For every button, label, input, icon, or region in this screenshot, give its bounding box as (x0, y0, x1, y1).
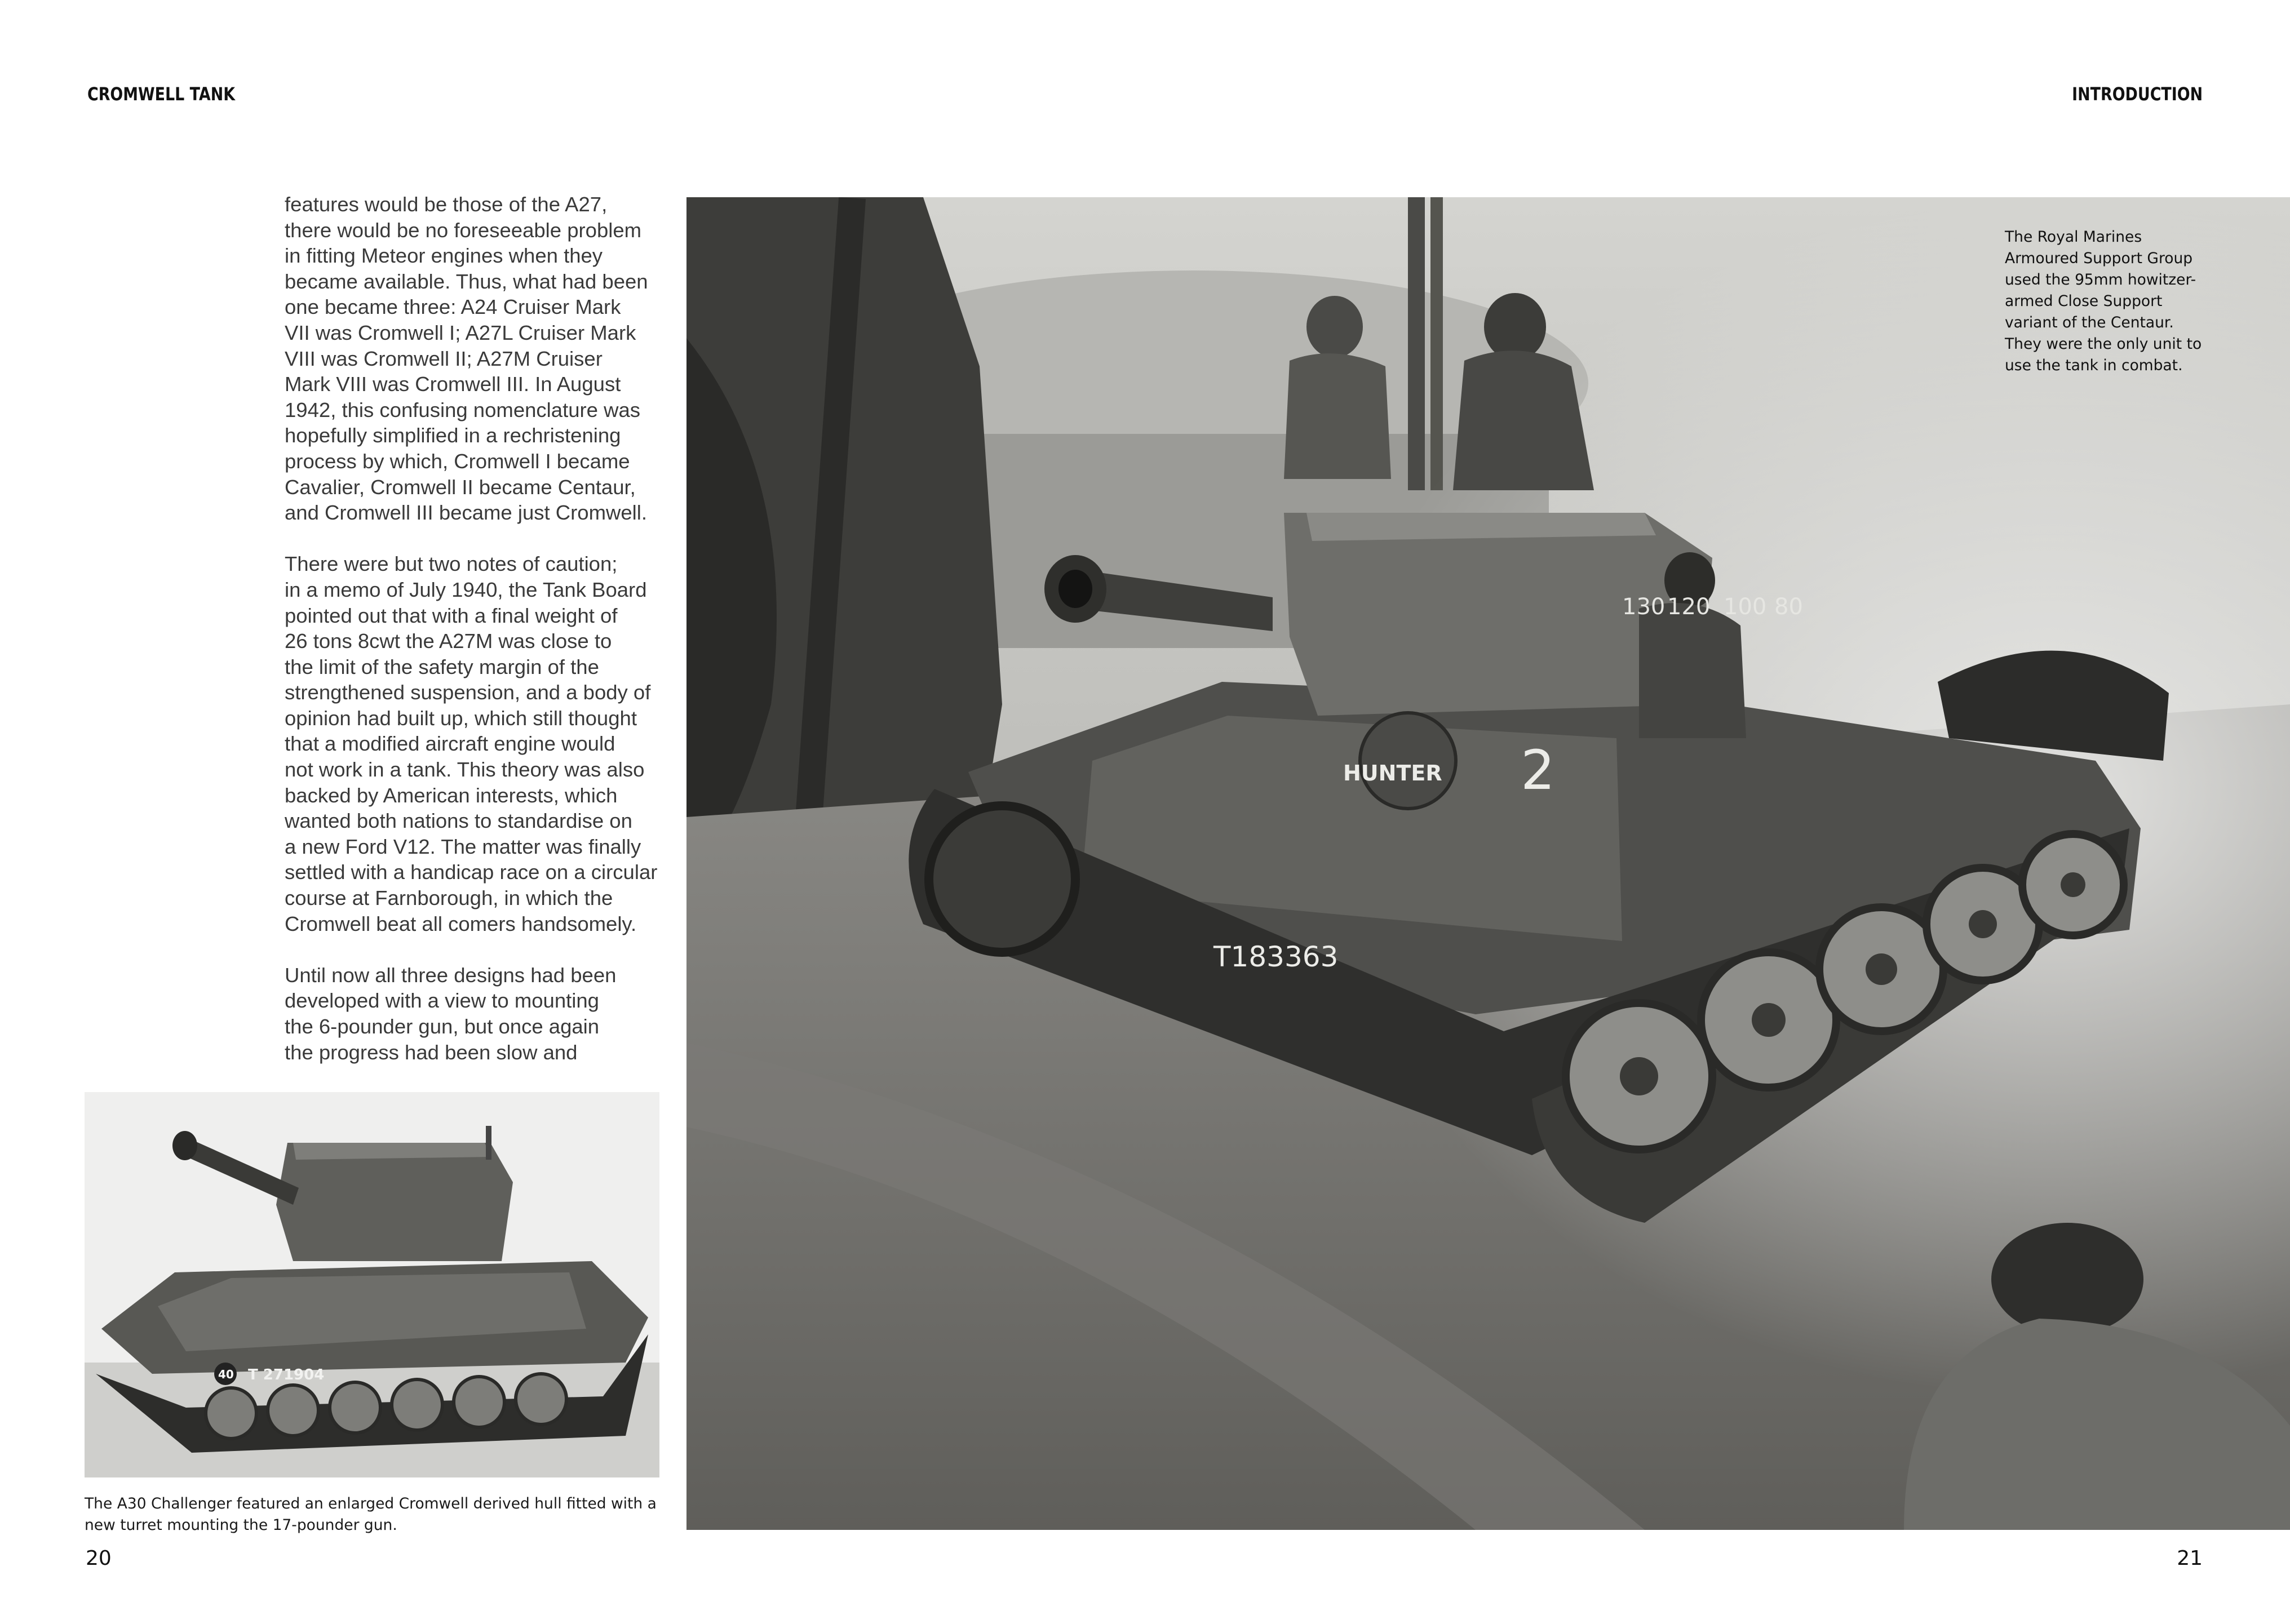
body-text-line: Mark VIII was Cromwell III. In August (285, 372, 621, 396)
photo-a30-challenger (85, 1092, 659, 1477)
caption-line: The A30 Challenger featured an enlarged Cromwell derived hull fitted with a (85, 1495, 657, 1512)
body-text-line: settled with a handicap race on a circular (285, 860, 658, 884)
body-text-line: opinion had built up, which still thought (285, 706, 637, 730)
caption-line: Armoured Support Group (2005, 250, 2193, 267)
body-text-line: that a modified aircraft engine would (285, 732, 615, 756)
hull-number-marking: 2 (1521, 739, 1556, 802)
body-text-line: backed by American interests, which (285, 783, 618, 807)
turret-range-100: 100 (1724, 594, 1767, 620)
body-text-line: VII was Cromwell I; A27L Cruiser Mark (285, 321, 636, 344)
photo-centaur-tank (686, 197, 2290, 1530)
body-text-line: 26 tons 8cwt the A27M was close to (285, 629, 612, 653)
body-text-line: strengthened suspension, and a body of (285, 681, 651, 704)
page-number-right: 21 (2177, 1547, 2203, 1570)
running-head-left: CROMWELL TANK (87, 83, 236, 105)
body-text-line: wanted both nations to standardise on (285, 809, 632, 833)
body-text-line: 1942, this confusing nomenclature was (285, 398, 641, 421)
body-text-line: became available. Thus, what had been (285, 269, 648, 293)
body-text-line: in a memo of July 1940, the Tank Board (285, 578, 647, 601)
challenger-photo-illustration (85, 1092, 659, 1477)
caption-line: used the 95mm howitzer- (2005, 271, 2196, 289)
body-text-line: Until now all three designs had been (285, 963, 617, 987)
caption-line: They were the only unit to (2005, 335, 2202, 353)
body-text-line: Cromwell beat all comers handsomely. (285, 912, 637, 935)
body-text-line: the 6-pounder gun, but once again (285, 1015, 600, 1038)
body-text-line: there would be no foreseeable problem (285, 218, 642, 242)
turret-range-120: 120 (1667, 594, 1711, 620)
caption-line: armed Close Support (2005, 292, 2163, 310)
body-text-line: hopefully simplified in a rechristening (285, 424, 621, 447)
paragraph-break (285, 937, 662, 962)
page-number-left: 20 (86, 1547, 112, 1570)
turret-range-130: 130 (1622, 594, 1666, 620)
body-text-column (285, 192, 662, 1065)
body-text-line: developed with a view to mounting (285, 989, 599, 1013)
body-text-line: the limit of the safety margin of the (285, 655, 599, 678)
caption-centaur (2005, 227, 2202, 376)
caption-line: variant of the Centaur. (2005, 314, 2174, 331)
body-text-line: the progress had been slow and (285, 1040, 578, 1064)
body-text-line: one became three: A24 Cruiser Mark (285, 295, 621, 319)
body-text-line: and Cromwell III became just Cromwell. (285, 501, 648, 525)
body-text-line: pointed out that with a final weight of (285, 604, 618, 627)
body-text-line: VIII was Cromwell II; A27M Cruiser (285, 347, 603, 370)
body-text-line: a new Ford V12. The matter was finally (285, 835, 641, 858)
body-text-line: not work in a tank. This theory was also (285, 758, 645, 782)
caption-line: new turret mounting the 17-pounder gun. (85, 1516, 397, 1534)
paragraph-break (285, 526, 662, 552)
hull-serial-marking-small: T 271904 (248, 1366, 325, 1383)
caption-challenger (85, 1493, 657, 1536)
hull-badge-marking: 40 (218, 1368, 234, 1381)
body-text-line: course at Farnborough, in which the (285, 886, 613, 910)
hull-serial-marking: T183363 (1213, 940, 1339, 973)
body-text-line: Cavalier, Cromwell II became Centaur, (285, 475, 636, 499)
body-text-line: process by which, Cromwell I became (285, 449, 630, 473)
caption-line: The Royal Marines (2005, 228, 2142, 246)
centaur-photo-illustration (686, 197, 2290, 1530)
running-head-right: INTRODUCTION (2072, 83, 2203, 105)
body-text-line: in fitting Meteor engines when they (285, 244, 603, 268)
hull-name-marking: HUNTER (1343, 761, 1442, 786)
turret-range-80: 80 (1774, 594, 1803, 620)
caption-line: use the tank in combat. (2005, 357, 2183, 374)
body-text-line: There were but two notes of caution; (285, 552, 618, 576)
body-text-line: features would be those of the A27, (285, 193, 608, 216)
